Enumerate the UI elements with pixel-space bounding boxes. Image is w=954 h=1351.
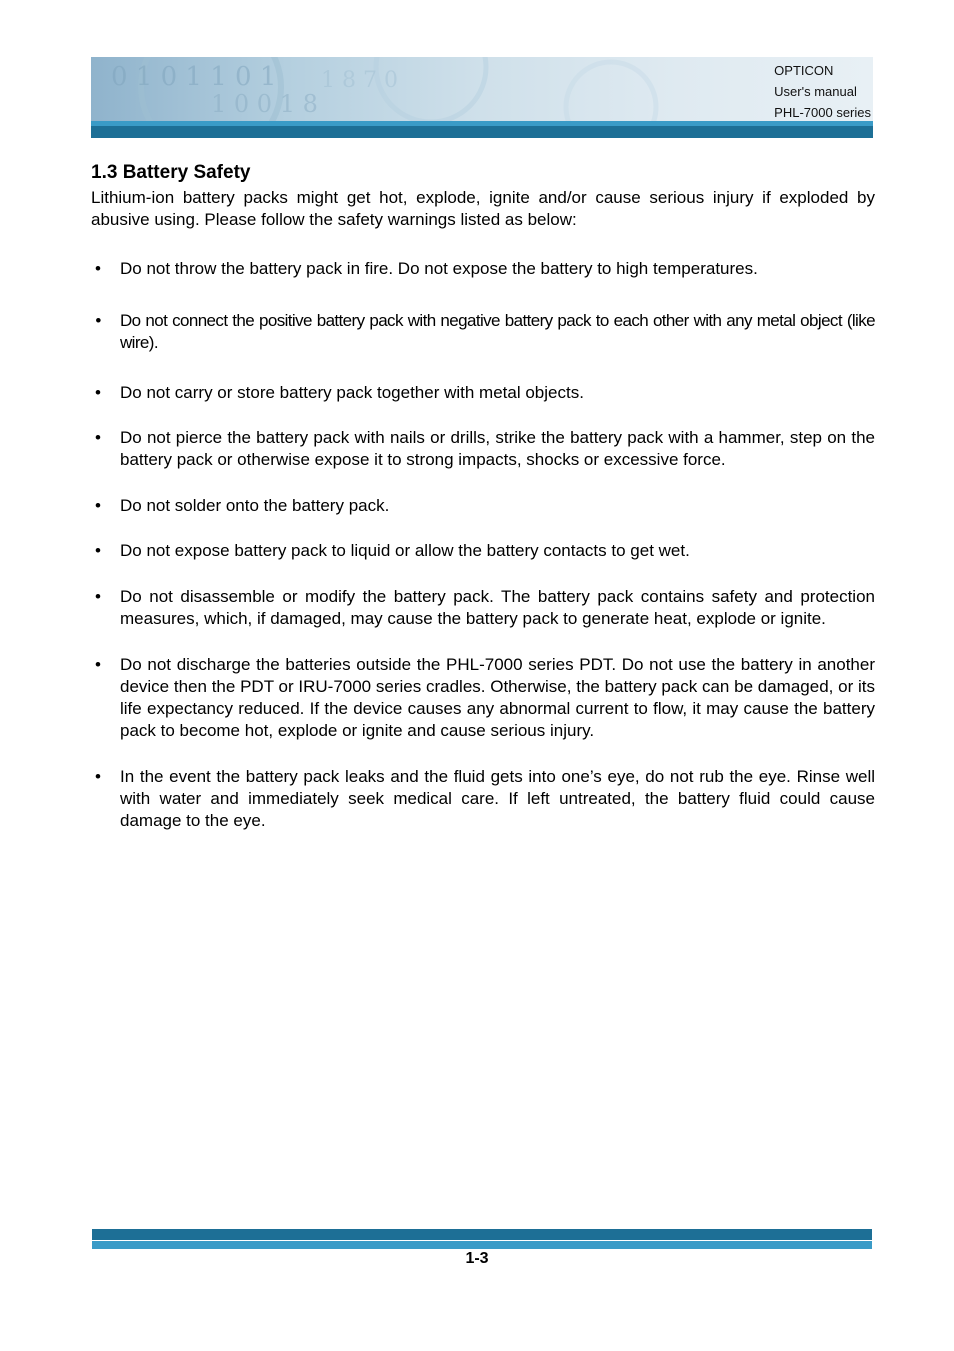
bullet-icon: • — [95, 587, 101, 606]
bullet-icon: • — [95, 655, 101, 674]
bullet-icon: • — [95, 383, 101, 402]
header-company: OPTICON — [774, 63, 834, 78]
bullet-icon: • — [95, 259, 101, 278]
bullet-icon: • — [95, 496, 101, 515]
bullet-icon: • — [95, 428, 101, 447]
section-title: 1.3 Battery Safety — [91, 162, 251, 183]
safety-warning-list — [91, 258, 875, 832]
banner-decoration — [91, 57, 873, 121]
list-item-text: Do not solder onto the battery pack. — [120, 496, 390, 515]
header-labels — [774, 60, 871, 123]
list-item — [91, 382, 875, 404]
list-item-text: Do not pierce the battery pack with nails or drills, strike the battery pack with a hammer, step on the battery pack or otherwise expose it to strong impacts, shocks or excessive force. — [120, 428, 875, 469]
header-bar-dark — [91, 126, 873, 138]
list-item-text: Do not carry or store battery pack together with metal objects. — [120, 383, 584, 402]
section-intro: Lithium-ion battery packs might get hot, explode, ignite and/or cause serious injury if exploded by abusive using. Please follow the safety warnings listed as below: — [91, 188, 875, 229]
list-item — [91, 310, 875, 354]
header-product: PHL-7000 series — [774, 105, 871, 120]
bullet-icon: • — [95, 541, 101, 560]
bullet-icon: • — [95, 767, 101, 786]
svg-text:1 8 7 0: 1 8 7 0 — [321, 68, 398, 93]
list-item-text: Do not throw the battery pack in fire. Do not expose the battery to high temperatures. — [120, 259, 758, 278]
list-item — [91, 258, 875, 280]
list-item — [91, 427, 875, 471]
page-header — [91, 57, 873, 138]
list-item — [91, 766, 875, 832]
footer-bar-dark — [92, 1229, 872, 1240]
footer-bar-light — [92, 1241, 872, 1249]
list-item-text: Do not expose battery pack to liquid or allow the battery contacts to get wet. — [120, 541, 690, 560]
bullet-icon: • — [95, 311, 101, 330]
list-item — [91, 586, 875, 630]
header-banner-image — [91, 57, 873, 121]
list-item-text: In the event the battery pack leaks and the fluid gets into one’s eye, do not rub the eye. Rinse well with water and immediately seek medical care. If left untreated, the battery fluid could cause damage to the eye. — [120, 767, 875, 830]
svg-text:0 1 0 1 1 0 1: 0 1 0 1 1 0 1 — [111, 62, 277, 92]
header-doc-type: User's manual — [774, 84, 857, 99]
page-number: 1-3 — [465, 1250, 489, 1267]
list-item — [91, 654, 875, 742]
svg-text:1 0 0 1 8: 1 0 0 1 8 — [211, 90, 318, 118]
list-item — [91, 495, 875, 517]
list-item-text: Do not disassemble or modify the battery pack. The battery pack contains safety and protection measures, which, if damaged, may cause the battery pack to generate heat, explode or ignite. — [120, 587, 875, 628]
list-item-text: Do not connect the positive battery pack with negative battery pack to each other with any metal object (like wire). — [120, 311, 875, 352]
footer-bars — [92, 1229, 872, 1249]
main-content — [91, 160, 875, 832]
list-item — [91, 540, 875, 562]
list-item-text: Do not discharge the batteries outside the PHL-7000 series PDT. Do not use the battery in another device then the PDT or IRU-7000 series cradles. Otherwise, the battery pack can be damaged, or its life expectancy reduced. If the device causes any abnormal current to flow, it may cause the battery pack to become hot, explode or ignite and cause serious injury. — [120, 655, 875, 740]
